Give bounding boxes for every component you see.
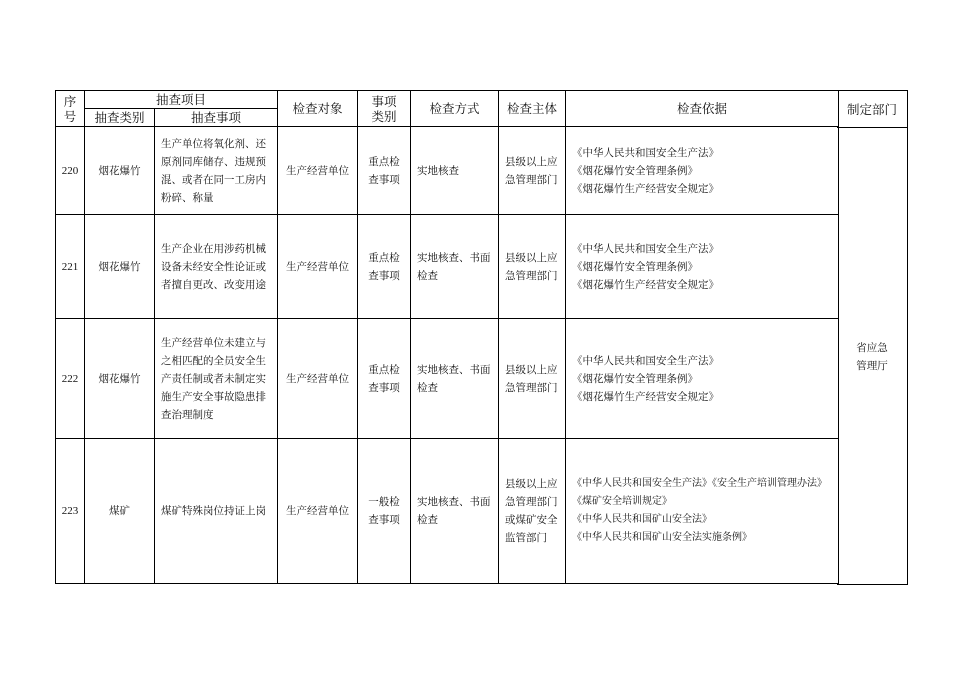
dept-cell: 省应急 管理厅 bbox=[856, 341, 888, 372]
row-number: 223 bbox=[56, 439, 85, 584]
table-row bbox=[56, 439, 839, 584]
header-subject: 检查主体 bbox=[499, 91, 566, 127]
header-target: 检查对象 bbox=[278, 91, 358, 127]
row-subject: 县级以上应 急管理部门 bbox=[499, 215, 566, 319]
row-basis: 《中华人民共和国安全生产法》 《烟花爆竹安全管理条例》 《烟花爆竹生产经营安全规定》 bbox=[566, 215, 839, 319]
header-category: 抽查类别 bbox=[85, 109, 155, 127]
row-type: 重点检 查事项 bbox=[358, 319, 411, 439]
row-item: 生产经营单位未建立与 之相匹配的全员安全生 产责任制或者未制定实 施生产安全事故隐患排 查治理制度 bbox=[155, 319, 278, 439]
row-item: 生产单位将氧化剂、还 原剂同库储存、违规预 混、或者在同一工房内 粉碎、称量 bbox=[155, 127, 278, 215]
table-row bbox=[56, 215, 839, 319]
row-item: 煤矿特殊岗位持证上岗 bbox=[155, 439, 278, 584]
row-target: 生产经营单位 bbox=[278, 215, 358, 319]
dept-column bbox=[837, 90, 908, 585]
header-basis: 检查依据 bbox=[566, 91, 839, 127]
header-project: 抽查项目 bbox=[85, 91, 278, 109]
row-type: 重点检 查事项 bbox=[358, 215, 411, 319]
row-method: 实地核查、书面 检查 bbox=[411, 439, 499, 584]
header-dept: 制定部门 bbox=[837, 91, 907, 128]
row-category: 煤矿 bbox=[85, 439, 155, 584]
row-category: 烟花爆竹 bbox=[85, 319, 155, 439]
row-basis: 《中华人民共和国安全生产法》 《烟花爆竹安全管理条例》 《烟花爆竹生产经营安全规定》 bbox=[566, 127, 839, 215]
row-number: 221 bbox=[56, 215, 85, 319]
header-seq: 序 号 bbox=[56, 91, 85, 127]
row-method: 实地核查、书面 检查 bbox=[411, 319, 499, 439]
row-method: 实地核查、书面 检查 bbox=[411, 215, 499, 319]
header-item: 抽查事项 bbox=[155, 109, 278, 127]
table-row bbox=[56, 319, 839, 439]
row-category: 烟花爆竹 bbox=[85, 127, 155, 215]
header-type: 事项 类别 bbox=[358, 91, 411, 127]
row-type: 一般检 查事项 bbox=[358, 439, 411, 584]
row-target: 生产经营单位 bbox=[278, 127, 358, 215]
row-basis: 《中华人民共和国安全生产法》《安全生产培训管理办法》 《煤矿安全培训规定》 《中华人民共和国矿山安全法》 《中华人民共和国矿山安全法实施条例》 bbox=[566, 439, 839, 584]
row-target: 生产经营单位 bbox=[278, 319, 358, 439]
row-subject: 县级以上应 急管理部门 或煤矿安全 监管部门 bbox=[499, 439, 566, 584]
header-method: 检查方式 bbox=[411, 91, 499, 127]
row-item: 生产企业在用涉药机械 设备未经安全性论证或 者擅自更改、改变用途 bbox=[155, 215, 278, 319]
row-subject: 县级以上应 急管理部门 bbox=[499, 319, 566, 439]
row-subject: 县级以上应 急管理部门 bbox=[499, 127, 566, 215]
row-basis: 《中华人民共和国安全生产法》 《烟花爆竹安全管理条例》 《烟花爆竹生产经营安全规定》 bbox=[566, 319, 839, 439]
table-row bbox=[56, 127, 839, 215]
row-type: 重点检 查事项 bbox=[358, 127, 411, 215]
row-target: 生产经营单位 bbox=[278, 439, 358, 584]
row-method: 实地核查 bbox=[411, 127, 499, 215]
row-category: 烟花爆竹 bbox=[85, 215, 155, 319]
inspection-table bbox=[55, 90, 839, 584]
row-number: 222 bbox=[56, 319, 85, 439]
row-number: 220 bbox=[56, 127, 85, 215]
